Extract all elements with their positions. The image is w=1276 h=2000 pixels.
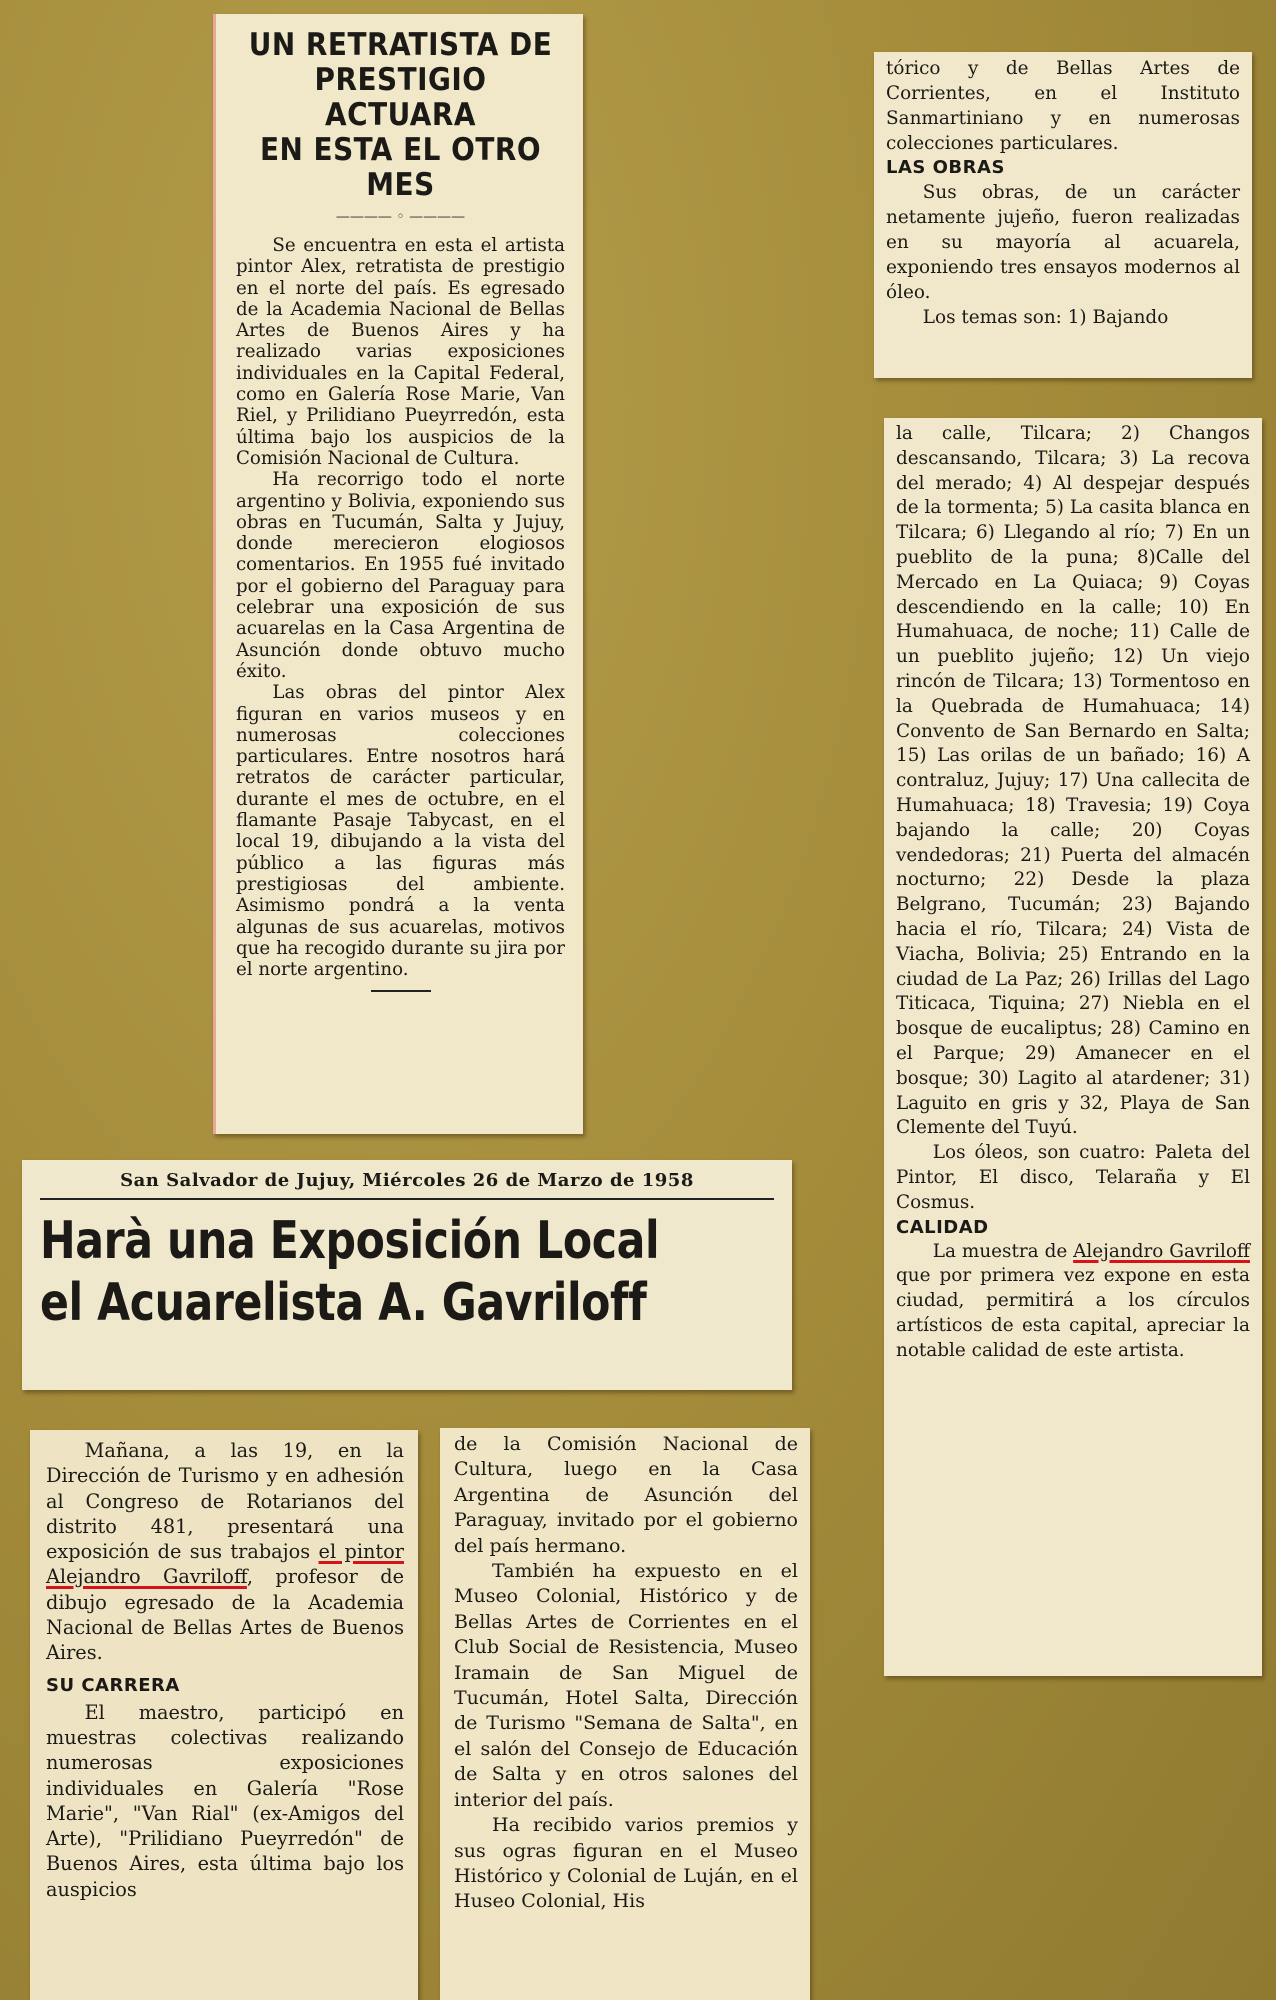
- ornament-divider: ———— ◦ ————: [335, 209, 466, 225]
- paragraph: [46, 1438, 404, 1666]
- paragraph: de la Comisión Nacional de Cultura, luego en la Casa Argentina de Asunción del Paraguay, invitado por el gobierno del país hermano.: [454, 1433, 798, 1557]
- paragraph: Los óleos, son cuatro: Paleta del Pintor, El disco, Telaraña y El Cosmus.: [896, 1142, 1250, 1213]
- text: La muestra de: [932, 1240, 1074, 1262]
- clipping-column-3-top: [874, 52, 1252, 378]
- clipping-column-3-bottom: [884, 418, 1262, 1676]
- paragraph: El maestro, participó en muestras colectivas realizando numerosas exposiciones individuales en Galería "Rose Marie", "Van Rial" (ex-Amigos del Arte), "Prilidiano Pueyrredón" de Buenos Aires, esta última bajo los auspicios: [46, 1700, 404, 1901]
- text: Mañana, a las 19, en la Dirección de Turismo y en adhesión al Congreso de Rotarianos del distrito 481, presentará una exposición de sus trabajos: [46, 1439, 404, 1564]
- headline-retratista: [236, 28, 565, 203]
- column-1-body: [46, 1438, 404, 1902]
- dateline: San Salvador de Jujuy, Miércoles 26 de Marzo de 1958: [120, 1170, 694, 1191]
- paragraph: [896, 1240, 1250, 1364]
- subhead-su-carrera: SU CARRERA: [46, 1674, 180, 1696]
- paragraph: Ha recibido varios premios y sus ogras figuran en el Museo Histórico y Colonial de Luján, en el Huseo Colonial, His: [454, 1814, 798, 1913]
- subhead-las-obras: LAS OBRAS: [886, 157, 1005, 178]
- article-body: [236, 235, 565, 980]
- underlined-name: Alejandro Gavriloff: [1073, 1240, 1250, 1262]
- clipping-column-1: [30, 1430, 418, 2000]
- paragraph: Los temas son: 1) Bajando: [922, 307, 1169, 328]
- headline-line-1: UN RETRATISTA DE: [248, 27, 553, 63]
- paragraph: También ha expuesto en el Museo Colonial, Histórico y de Bellas Artes de Corrientes en el Club Social de Resistencia, Museo Iramain de San Miguel de Tucumán, Hotel Salta, Dirección de Turismo "Semana de Salta", en el salón del Consejo de Educación de Salta y en otros salones del interior del país.: [454, 1560, 798, 1811]
- paragraph: Se encuentra en esta el artista pintor Alex, retratista de prestigio en el norte del país. Es egresado de la Academia Nacional de Bellas Artes de Buenos Aires y ha realizado varias exposiciones individuales en la Capital Federal, como en Galería Rose Marie, Van Riel, y Prilidiano Pueyrredón, esta última bajo los auspicios de la Comisión Nacional de Cultura.: [236, 235, 565, 469]
- text: , profesor de dibujo egresado de la Academia Nacional de Bellas Artes de Buenos Aires.: [46, 1565, 404, 1665]
- dateline-rule: [40, 1198, 774, 1200]
- clipping-column-2: [440, 1428, 810, 2000]
- subhead-calidad: CALIDAD: [896, 1216, 989, 1238]
- text: que por primera vez expone en esta ciudad, permitirá a los círculos artísticos de esta capital, apreciar la notable calidad de este artista.: [896, 1265, 1250, 1361]
- paragraph: Sus obras, de un carácter netamente jujeño, fueron realizadas en su mayoría al acuarela, exponiendo tres ensayos modernos al óleo.: [886, 182, 1240, 303]
- headline-line-2: el Acuarelista A. Gavriloff: [40, 1273, 647, 1333]
- clipping-retratista: [213, 14, 583, 1134]
- paragraph: tórico y de Bellas Artes de Corrientes, en el Instituto Sanmartiniano y en numerosas colecciones particulares.: [886, 58, 1240, 154]
- clipping-headline-gavriloff: [22, 1160, 792, 1390]
- column-2-body: [454, 1432, 798, 1915]
- end-rule: [371, 990, 431, 992]
- headline-line-3: EN ESTA EL OTRO MES: [259, 132, 542, 203]
- column-3-top-body: [886, 56, 1240, 330]
- paragraph: la calle, Tilcara; 2) Changos descansando, Tilcara; 3) La recova del merado; 4) Al despejar después de la tormenta; 5) La casita blanca en Tilcara; 6) Llegando al río; 7) En un pueblito de la puna; 8)Calle del Mercado en La Quiaca; 9) Coyas descendiendo en la calle; 10) En Humahuaca, de noche; 11) Calle de un pueblito jujeño; 12) Un viejo rincón de Tilcara; 13) Tormentoso en la Quebrada de Humahuaca; 14) Convento de San Bernardo en Salta; 15) Las orilas de un bañado; 16) A contraluz, Jujuy; 17) Una callecita de Humahuaca; 18) Travesia; 19) Coya bajando la calle; 20) Coyas vendedoras; 21) Puerta del almacén nocturno; 22) Desde la plaza Belgrano, Tucumán; 23) Bajando hacia el río, Tilcara; 24) Vista de Viacha, Bolivia; 25) Entrando en la ciudad de La Paz; 26) Irillas del Lago Titicaca, Tiquina; 27) Niebla en el bosque de eucaliptus; 28) Camino en el Parque; 29) Amanecer en el bosque; 30) Lagito al atardener; 31) Laguito en gris y 32, Playa de San Clemente del Tuyú.: [896, 423, 1250, 1139]
- headline-line-1: Harà una Exposición Local: [40, 1211, 660, 1271]
- paragraph: Ha recorrigo todo el norte argentino y Bolivia, exponiendo sus obras en Tucumán, Salta y Jujuy, donde merecieron elogiosos comentarios. En 1955 fué invitado por el gobierno del Paraguay para celebrar una exposición de sus acuarelas en la Casa Argentina de Asunción donde obtuvo mucho éxito.: [236, 469, 565, 682]
- paragraph: Las obras del pintor Alex figuran en varios museos y en numerosas colecciones particulares. Entre nosotros hará retratos de carácter particular, durante el mes de octubre, en el flamante Pasaje Tabycast, en el local 19, dibujando a la vista del público a las figuras más prestigiosas del ambiente. Asimismo pondrá a la venta algunas de sus acuarelas, motivos que ha recogido durante su jira por el norte argentino.: [236, 682, 565, 981]
- headline-line-2: PRESTIGIO ACTUARA: [314, 62, 487, 133]
- headline-gavriloff: [40, 1210, 660, 1334]
- column-3-bottom-body: [896, 422, 1250, 1363]
- underlined-name: el pintor Alejandro Gavriloff: [46, 1540, 404, 1589]
